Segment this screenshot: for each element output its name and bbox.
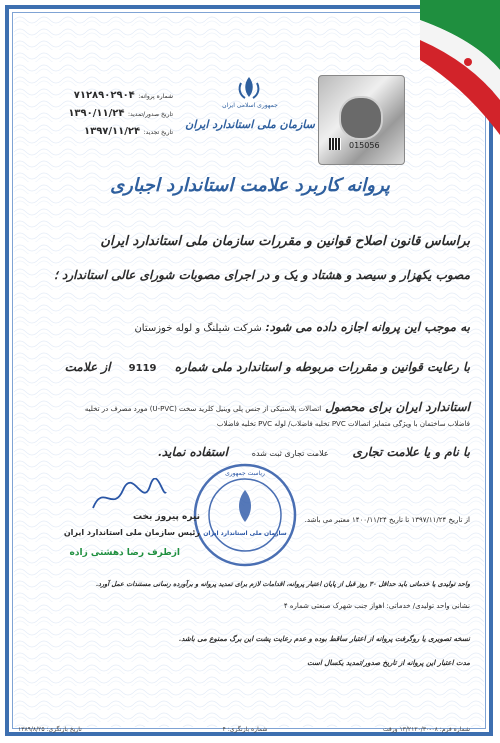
on-behalf: ازطرف رضا دهشتی زاده [69, 548, 180, 558]
obligation-text: واحد تولیدی یا خدماتی باید حداقل ۳۰ روز قبل از پایان اعتبار پروانه، اقدامات لازم برای تمدید پروانه و برآورده رسانی مستندات عمل آورد. [95, 580, 470, 588]
revision-date-row [33, 126, 173, 137]
issue-date: ۱۳۹۰/۱۱/۲۴ [68, 108, 125, 119]
footer-form-number: شماره فرم: ۰۸-۱۳/۲۱۲۰/۳۰ ورقت [382, 726, 470, 733]
standard-row [30, 360, 470, 374]
republic-text: جمهوری اسلامی ایران [222, 102, 278, 109]
product-label: استاندارد ایران برای محصول [325, 400, 470, 414]
hologram-sticker [318, 75, 405, 165]
revision-date: ۱۳۹۷/۱۱/۲۴ [83, 126, 141, 137]
brand-row [30, 445, 470, 459]
product-desc-1: اتصالات پلاستیکی از جنس پلی وینیل کلرید سخت (U-PVC) مورد مصرف در تخلیه [84, 405, 322, 413]
use-label: استفاده نماید. [157, 445, 228, 459]
footnote-1: نسخه تصویری یا روگرفت پروانه از اعتبار ساقط بوده و عدم رعایت پشت این برگ ممنوع می باشد. [178, 634, 470, 643]
document-title: پروانه کاربرد علامت استاندارد اجباری [110, 175, 390, 196]
license-number: ۷۱۲۸۹۰۲۹۰۴ [73, 90, 135, 101]
address-text: نشانی واحد تولیدی/ خدماتی: اهواز جنب شهرک صنعتی شماره ۴ [283, 602, 470, 610]
footer-revision-date: تاریخ بازنگری: ۱۳۸۹/۸/۲۵ [18, 726, 82, 733]
intro-line-2: مصوب یکهزار و سیصد و هشتاد و یک و در اجرای مصوبات شورای عالی استاندارد ؛ [54, 268, 470, 282]
organization-name: سازمان ملی استاندارد ایران [185, 118, 315, 131]
footnote-2: مدت اعتبار این پروانه از تاریخ صدور/تمدید یکسال است [307, 658, 470, 667]
revision-date-label: تاریخ تجدید: [143, 129, 173, 136]
hologram-seal-icon [339, 96, 383, 140]
iran-emblem-icon [235, 75, 263, 101]
company-name: شرکت شیلنگ و لوله خوزستان [134, 323, 262, 334]
product-desc-2: فاضلاب ساختمان با ویژگی متمایز اتصالات PVC تخلیه فاضلاب/ لوله PVC تخلیه فاضلاب [216, 420, 470, 428]
license-number-row [33, 90, 173, 101]
stamp-inner-text: سازمان ملی استاندارد ایران [203, 530, 287, 537]
stamp-top-text: ریاست جمهوری [225, 470, 265, 477]
permission-label: به موجب این پروانه اجازه داده می شود: [265, 320, 470, 334]
footer-revision-number: شماره بازنگری: ۴ [222, 726, 268, 733]
brand-value: علامت تجاری ثبت شده [251, 449, 329, 458]
validity-text: از تاریخ ۱۳۹۷/۱۱/۲۴ تا تاریخ ۱۴۰۰/۱۱/۲۴ معتبر می باشد. [304, 516, 470, 524]
standard-suffix: از علامت [64, 360, 111, 374]
qr-code-icon [329, 138, 341, 150]
standard-label: با رعایت قوانین و مقررات مربوطه و استاندارد ملی شماره [174, 360, 470, 374]
permission-row [30, 320, 470, 334]
signatory-name: نیره پیروز بخت [132, 512, 200, 522]
license-number-label: شماره پروانه: [138, 93, 173, 100]
hologram-number: 015056 [349, 141, 380, 150]
issue-date-label: تاریخ صدور/تمدید: [127, 111, 173, 118]
standard-number: 9119 [128, 363, 157, 374]
product-row [30, 400, 470, 414]
issue-date-row [33, 108, 173, 119]
intro-line-1: براساس قانون اصلاح قوانین و مقررات سازمان ملی استاندارد ایران [100, 234, 470, 249]
brand-label: با نام و یا علامت تجاری [352, 445, 470, 459]
signatory-title: رئیس سازمان ملی استاندارد ایران [63, 528, 200, 537]
